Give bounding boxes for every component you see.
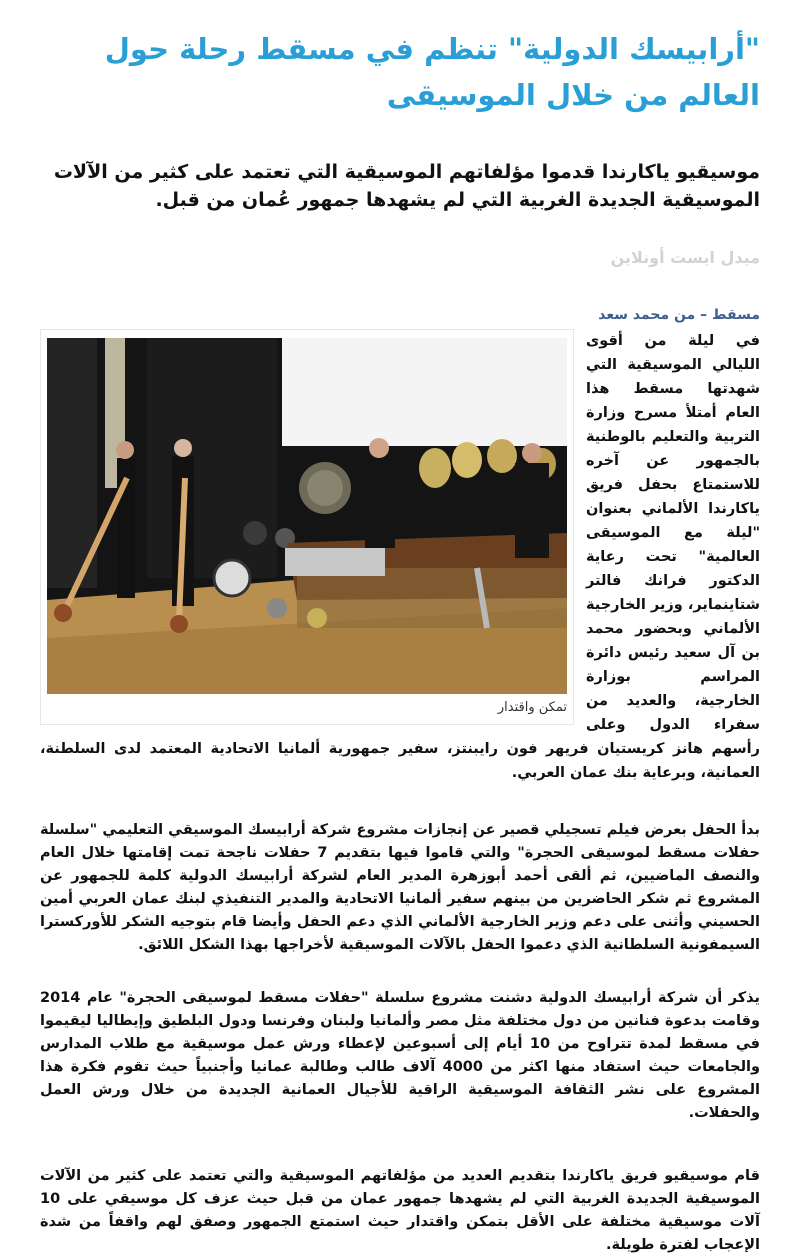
- concert-photo: [47, 338, 567, 694]
- article-paragraph-4: قام موسيقيو فريق ياكارندا بتقديم العديد من مؤلفاتهم الموسيقية والتي تعتمد على كثير من الآلات الموسيقية الجديدة الغربية التي لم يشهدها جمهور عمان من قبل حيث عزف كل موسيقي على 10 آلات موسيقية مختلفة على الأقل بتمكن واقتدار حيث استمتع الجمهور وصفق لهم واقفاً من شدة الإعجاب لفترة طويلة.: [40, 1168, 760, 1253]
- article-photo-figure: [40, 329, 574, 725]
- article-paragraph-1: في ليلة من أقوى الليالي الموسيقية التي شهدتها مسقط هذا العام أمتلأ مسرح وزارة التربية والتعليم بالوطنية بالجمهور عن آخره للاستمتاع بحفل فريق ياكارندا الألماني بعنوان "ليلة مع الموسيقى العالمية" تحت رعاية الدكتور فرانك فالتر شتاينماير، وزير الخارجية الألماني وبحضور محمد بن آل سعيد رئيس دائرة المراسم بوزارة الخارجية، والعديد من سفراء الدول وعلى رأسهم هانز كريستيان فريهر فون رايبنتز، سفير جمهورية ألمانيا الاتحادية المعتمد لدى السلطنة، العمانية، وبرعاية بنك عمان العربي.: [40, 333, 760, 781]
- article-headline: "أرابيسك الدولية" تنظم في مسقط رحلة حول العالم من خلال الموسيقى: [104, 32, 760, 112]
- photo-caption: تمكن واقتدار: [497, 700, 567, 715]
- article-paragraph-2: بدأ الحفل بعرض فيلم تسجيلي قصير عن إنجازات مشروع شركة أرابيسك الموسيقي التعليمي "سلسلة حفلات مسقط لموسيقى الحجرة" والتي قاموا فيها بتقديم 7 حفلات ناجحة تمت إقامتها خلال العام والنصف الماضيين، ثم ألقى أحمد أبوزهرة المدير العام لشركة أرابيسك الدولية كلمة للجمهور عن المشروع ثم شكر الحاضرين من بينهم سفير ألمانيا الاتحادية والمدير التنفيذي لبنك عمان العربي أمين الحسيني وأثنى على دعم وزير الخارجية الألماني الذي دعم الحفل وأيضا قام بتوجيه الشكر للأوركسترا السيمفونية السلطانية الذي دعموا الحفل بالآلات الموسيقية لأخراجها بهذا الشكل اللائق.: [40, 822, 760, 953]
- article-lead: موسيقيو ياكارندا قدموا مؤلفاتهم الموسيقية التي تعتمد على كثير من الآلات الموسيقية الجديدة الغربية التي لم يشهدها جمهور عُمان من قبل.: [53, 161, 760, 211]
- article-byline: مسقط – من محمد سعد: [598, 307, 760, 323]
- article-source: ميدل ايست أونلاين: [610, 248, 760, 267]
- article-paragraph-3: يذكر أن شركة أرابيسك الدولية دشنت مشروع سلسلة "حفلات مسقط لموسيقى الحجرة" عام 2014 وقامت بدعوة فنانين من دول مختلفة مثل مصر وألمانيا ولبنان وفرنسا ودول البلطيق وإيطاليا ليقيموا في مسقط لمدة تتراوح من 10 أيام إلى أسبوعين لإعطاء ورش عمل موسيقية مع طلاب المدارس والجامعات حيث استفاد منها اكثر من 4000 آلاف طالب وطالبة عمانيا وأجنبياً حيث تقوم فكرة هذا المشروع على نشر الثقافة الموسيقية الراقية للأجيال العمانية الجديدة من خلال ورش العمل والحفلات.: [40, 990, 760, 1121]
